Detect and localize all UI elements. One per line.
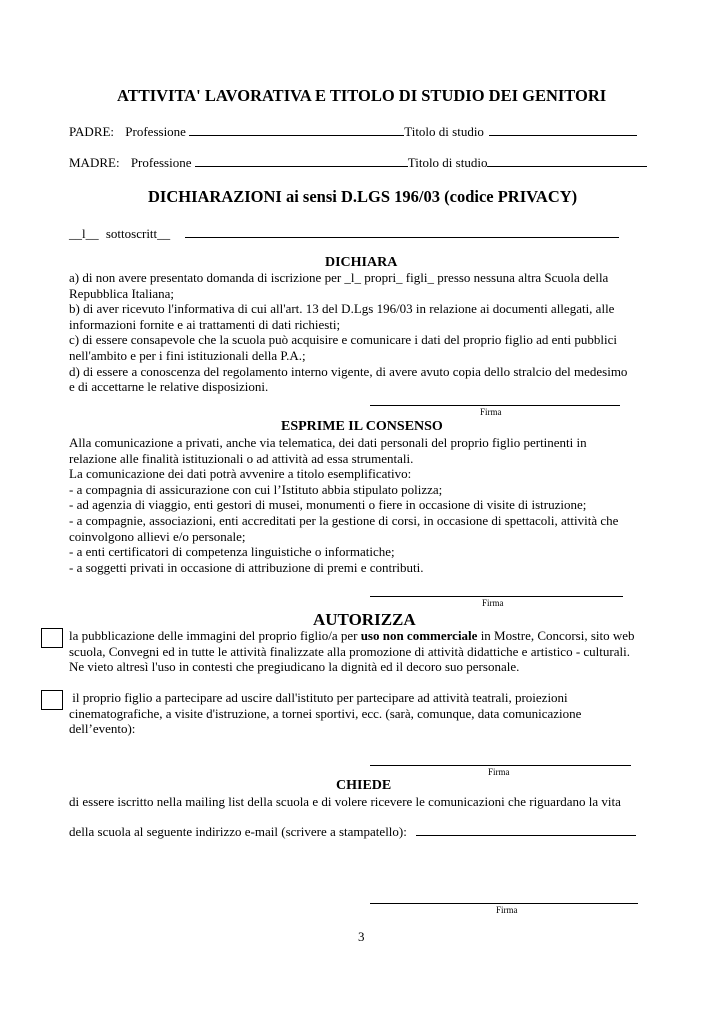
- consenso-line: relazione alle finalità istituzionali o ad attività ad essa strumentali.: [69, 450, 414, 466]
- dichiara-heading: DICHIARA: [325, 255, 398, 270]
- consenso-text: [69, 435, 618, 575]
- dichiara-line: c) di essere consapevole che la scuola può acquisire e comunicare i dati del proprio figlio ad enti pubblici: [69, 332, 617, 348]
- chiede-line1: di essere iscritto nella mailing list della scuola e di volere ricevere le comunicazioni che riguardano la vita: [69, 794, 621, 809]
- padre-professione-label: Professione: [125, 124, 186, 139]
- autorizza-immagini-line3: Ne vieto altresì l'uso in contesti che pregiudicano la dignità ed il decoro suo personale.: [69, 659, 520, 675]
- sottoscritto-label: sottoscritt__: [105, 226, 171, 241]
- autorizza-uscite-checkbox[interactable]: [41, 690, 63, 710]
- autorizza-immagini-checkbox[interactable]: [41, 628, 63, 648]
- chiede-line2-row: [69, 824, 636, 840]
- autorizza-signature-line[interactable]: [370, 765, 631, 766]
- consenso-line: - ad agenzia di viaggio, enti gestori di musei, monumenti o fiere in occasione di visite di istruzione;: [69, 497, 587, 513]
- dichiara-text: [69, 270, 627, 395]
- chiede-heading: CHIEDE: [336, 778, 392, 793]
- padre-titolo-field[interactable]: [489, 124, 637, 136]
- madre-row: [69, 155, 647, 171]
- consenso-line: - a enti certificatori di competenza linguistiche o informatiche;: [69, 544, 395, 560]
- padre-row: [69, 124, 637, 140]
- autorizza-immagini-line1: la pubblicazione delle immagini del proprio figlio/a per uso non commerciale in Mostre, Concorsi, sito web: [69, 628, 635, 643]
- page-number: 3: [358, 929, 365, 944]
- consenso-line: Alla comunicazione a privati, anche via telematica, dei dati personali del proprio figlio pertinenti in: [69, 435, 587, 450]
- autorizza-uscite-line: cinematografiche, a visite d'istruzione, a tornei sportivi, ecc. (sarà, comunque, data comunicazione: [69, 705, 582, 721]
- madre-professione-label: Professione: [130, 155, 192, 170]
- sottoscritto-name-field[interactable]: [185, 226, 619, 238]
- chiede-signature-line[interactable]: [370, 903, 638, 904]
- consenso-line: - a compagnia di assicurazione con cui l’Istituto abbia stipulato polizza;: [69, 481, 443, 497]
- madre-titolo-label: Titolo di studio: [407, 155, 488, 170]
- padre-professione-field[interactable]: [189, 124, 404, 136]
- autorizza-heading: AUTORIZZA: [313, 610, 416, 629]
- madre-professione-field[interactable]: [195, 155, 408, 167]
- autorizza-immagini-text: [69, 628, 635, 675]
- dichiara-line: informazioni fornite e ai trattamenti di dati richiesti;: [69, 316, 341, 332]
- dichiara-line: nell'ambito e per i fini istituzionali della P.A.;: [69, 347, 306, 363]
- dichiara-signature-line[interactable]: [370, 405, 620, 406]
- madre-label: MADRE:: [69, 155, 120, 170]
- consenso-line: - a soggetti privati in occasione di attribuzione di premi e contributi.: [69, 559, 424, 575]
- dichiara-line: d) di essere a conoscenza del regolamento interno vigente, di avere avuto copia dello stralcio del medesimo: [69, 363, 628, 379]
- padre-titolo-label: Titolo di studio: [404, 124, 484, 139]
- dichiara-line: b) di aver ricevuto l'informativa di cui all'art. 13 del D.Lgs 196/03 in relazione ai documenti allegati, alle: [69, 301, 615, 317]
- consenso-heading: ESPRIME IL CONSENSO: [281, 419, 443, 434]
- padre-label: PADRE:: [69, 124, 115, 139]
- chiede-email-label: della scuola al seguente indirizzo e-mail (scrivere a stampatello):: [69, 824, 407, 839]
- consenso-line: La comunicazione dei dati potrà avvenire a titolo esemplificativo:: [69, 466, 412, 482]
- consenso-line: - a compagnie, associazioni, enti accreditati per la gestione di corsi, in occasione di spettacoli, attività che: [69, 512, 619, 528]
- dichiara-line: a) di non avere presentato domanda di iscrizione per _l_ propri_ figli_ presso nessuna altra Scuola della: [69, 270, 609, 285]
- consenso-line: coinvolgono allievi e/o personale;: [69, 528, 246, 544]
- dichiara-line: e di accettarne le relative disposizioni.: [69, 379, 269, 395]
- chiede-firma-label: Firma: [496, 905, 518, 915]
- sottoscritto-row: [69, 226, 619, 242]
- dichiara-line: Repubblica Italiana;: [69, 285, 175, 301]
- uso-non-commerciale-emphasis: uso non commerciale: [360, 628, 478, 643]
- consenso-firma-label: Firma: [482, 598, 504, 608]
- madre-titolo-field[interactable]: [487, 155, 647, 167]
- email-field[interactable]: [416, 824, 636, 836]
- autorizza-firma-label: Firma: [488, 767, 510, 777]
- autorizza-immagini-line2: scuola, Convegni ed in tutte le attività finalizzate alla promozione di attività didattiche e artistico - culturali.: [69, 643, 630, 659]
- sottoscritto-prefix[interactable]: __l__: [69, 226, 99, 241]
- page-title: ATTIVITA' LAVORATIVA E TITOLO DI STUDIO DEI GENITORI: [117, 86, 607, 105]
- privacy-heading: DICHIARAZIONI ai sensi D.LGS 196/03 (codice PRIVACY): [148, 187, 578, 206]
- autorizza-uscite-line: il proprio figlio a partecipare ad uscire dall'istituto per partecipare ad attività teatrali, proiezioni: [69, 690, 568, 705]
- autorizza-uscite-text: [69, 690, 581, 737]
- dichiara-firma-label: Firma: [480, 407, 502, 417]
- autorizza-uscite-line: dell’evento):: [69, 721, 136, 737]
- consenso-signature-line[interactable]: [370, 596, 623, 597]
